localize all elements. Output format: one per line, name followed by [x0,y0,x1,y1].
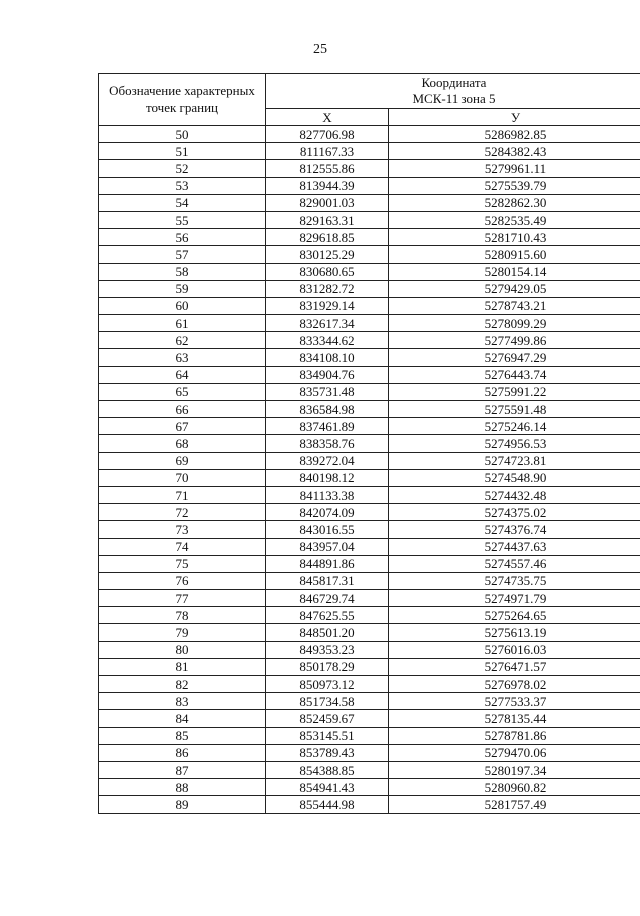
y-coordinate-cell: 5276443.74 [389,366,640,383]
point-number-cell: 81 [99,658,266,675]
point-number-cell: 57 [99,246,266,263]
x-coordinate-cell: 842074.09 [266,504,389,521]
table-row [99,435,640,452]
y-coordinate-cell: 5276947.29 [389,349,640,366]
y-coordinate-cell: 5276471.57 [389,658,640,675]
table-row [99,504,640,521]
coordinate-title: Координата [421,74,487,90]
point-number-cell: 56 [99,229,266,246]
table-row [99,452,640,469]
table-row [99,177,640,194]
point-number-cell: 76 [99,572,266,589]
x-coordinate-cell: 855444.98 [266,796,389,813]
y-coordinate-cell: 5278099.29 [389,315,640,332]
x-coordinate-cell: 834108.10 [266,349,389,366]
x-coordinate-cell: 812555.86 [266,160,389,177]
x-coordinate-cell: 850973.12 [266,676,389,693]
y-coordinate-cell: 5277533.37 [389,693,640,710]
point-number-cell: 64 [99,366,266,383]
table-row [99,744,640,761]
table-row [99,280,640,297]
point-number-cell: 78 [99,607,266,624]
point-number-cell: 67 [99,418,266,435]
point-number-cell: 86 [99,744,266,761]
table-row [99,779,640,796]
y-coordinate-cell: 5275264.65 [389,607,640,624]
y-coordinate-cell: 5279470.06 [389,744,640,761]
table-row [99,641,640,658]
x-coordinate-cell: 853789.43 [266,744,389,761]
x-coordinate-cell: 811167.33 [266,143,389,160]
x-coordinate-cell: 854388.85 [266,761,389,778]
point-number-cell: 85 [99,727,266,744]
y-coordinate-cell: 5274437.63 [389,538,640,555]
y-coordinate-cell: 5275613.19 [389,624,640,641]
x-coordinate-cell: 834904.76 [266,366,389,383]
coordinate-system: МСК-11 зона 5 [412,91,496,106]
point-number-cell: 71 [99,486,266,503]
table-row [99,538,640,555]
x-coordinate-cell: 829618.85 [266,229,389,246]
x-coordinate-cell: 836584.98 [266,401,389,418]
table-row [99,194,640,211]
y-coordinate-cell: 5284382.43 [389,143,640,160]
point-number-cell: 72 [99,504,266,521]
y-coordinate-cell: 5278135.44 [389,710,640,727]
table-row [99,693,640,710]
y-coordinate-cell: 5274956.53 [389,435,640,452]
table-row [99,486,640,503]
x-coordinate-cell: 832617.34 [266,315,389,332]
point-number-cell: 55 [99,211,266,228]
table-row [99,246,640,263]
table-row [99,555,640,572]
x-coordinate-cell: 831929.14 [266,297,389,314]
point-number-cell: 53 [99,177,266,194]
table-body [99,126,640,814]
y-coordinate-cell: 5274375.02 [389,504,640,521]
x-header: Х [266,109,389,126]
y-coordinate-cell: 5274376.74 [389,521,640,538]
y-coordinate-cell: 5274971.79 [389,590,640,607]
table-row [99,710,640,727]
point-number-cell: 54 [99,194,266,211]
point-number-cell: 63 [99,349,266,366]
point-number-cell: 88 [99,779,266,796]
point-number-cell: 89 [99,796,266,813]
table-row [99,332,640,349]
y-coordinate-cell: 5280197.34 [389,761,640,778]
y-coordinate-cell: 5274548.90 [389,469,640,486]
x-coordinate-cell: 852459.67 [266,710,389,727]
y-coordinate-cell: 5276978.02 [389,676,640,693]
table-row [99,160,640,177]
x-coordinate-cell: 838358.76 [266,435,389,452]
y-coordinate-cell: 5280915.60 [389,246,640,263]
table-row [99,143,640,160]
x-coordinate-cell: 827706.98 [266,126,389,143]
x-coordinate-cell: 850178.29 [266,658,389,675]
x-coordinate-cell: 846729.74 [266,590,389,607]
y-coordinate-cell: 5282535.49 [389,211,640,228]
point-number-cell: 74 [99,538,266,555]
table-row [99,229,640,246]
x-coordinate-cell: 833344.62 [266,332,389,349]
y-coordinate-cell: 5275246.14 [389,418,640,435]
y-coordinate-cell: 5275539.79 [389,177,640,194]
point-number-cell: 68 [99,435,266,452]
point-number-cell: 75 [99,555,266,572]
x-coordinate-cell: 839272.04 [266,452,389,469]
table-row [99,607,640,624]
y-coordinate-cell: 5274432.48 [389,486,640,503]
y-coordinate-cell: 5276016.03 [389,641,640,658]
x-coordinate-cell: 843016.55 [266,521,389,538]
y-coordinate-cell: 5279961.11 [389,160,640,177]
x-coordinate-cell: 840198.12 [266,469,389,486]
point-number-cell: 61 [99,315,266,332]
table-row [99,383,640,400]
x-coordinate-cell: 841133.38 [266,486,389,503]
table-row [99,658,640,675]
x-coordinate-cell: 853145.51 [266,727,389,744]
point-number-cell: 60 [99,297,266,314]
x-coordinate-cell: 830680.65 [266,263,389,280]
table-row [99,366,640,383]
point-number-cell: 83 [99,693,266,710]
table-row [99,263,640,280]
point-number-cell: 80 [99,641,266,658]
table-row [99,297,640,314]
x-coordinate-cell: 813944.39 [266,177,389,194]
x-coordinate-cell: 849353.23 [266,641,389,658]
point-number-cell: 52 [99,160,266,177]
point-number-cell: 66 [99,401,266,418]
table-row [99,676,640,693]
point-number-cell: 87 [99,761,266,778]
y-coordinate-cell: 5279429.05 [389,280,640,297]
y-coordinate-cell: 5275991.22 [389,383,640,400]
x-coordinate-cell: 848501.20 [266,624,389,641]
x-coordinate-cell: 844891.86 [266,555,389,572]
point-number-cell: 62 [99,332,266,349]
y-coordinate-cell: 5286982.85 [389,126,640,143]
point-number-cell: 50 [99,126,266,143]
y-coordinate-cell: 5278781.86 [389,727,640,744]
table-row [99,401,640,418]
x-coordinate-cell: 845817.31 [266,572,389,589]
point-number-cell: 73 [99,521,266,538]
point-number-cell: 84 [99,710,266,727]
x-coordinate-cell: 831282.72 [266,280,389,297]
table-row [99,349,640,366]
x-coordinate-cell: 851734.58 [266,693,389,710]
y-coordinate-cell: 5282862.30 [389,194,640,211]
table-row [99,590,640,607]
y-coordinate-cell: 5274557.46 [389,555,640,572]
point-number-cell: 70 [99,469,266,486]
point-number-cell: 59 [99,280,266,297]
point-number-cell: 65 [99,383,266,400]
table-row [99,521,640,538]
coordinate-header [266,74,640,109]
point-label-header: Обозначение характерных точек границ [99,74,266,126]
table-row [99,469,640,486]
point-number-cell: 79 [99,624,266,641]
y-coordinate-cell: 5280154.14 [389,263,640,280]
y-coordinate-cell: 5277499.86 [389,332,640,349]
point-number-cell: 51 [99,143,266,160]
table-row [99,211,640,228]
x-coordinate-cell: 854941.43 [266,779,389,796]
table-row [99,761,640,778]
coordinates-table [98,73,640,814]
point-number-cell: 82 [99,676,266,693]
point-number-cell: 69 [99,452,266,469]
point-number-cell: 77 [99,590,266,607]
x-coordinate-cell: 829163.31 [266,211,389,228]
y-coordinate-cell: 5280960.82 [389,779,640,796]
page-number: 25 [313,42,327,57]
x-coordinate-cell: 837461.89 [266,418,389,435]
table-row [99,126,640,143]
point-number-cell: 58 [99,263,266,280]
table-row [99,624,640,641]
y-coordinate-cell: 5278743.21 [389,297,640,314]
table-row [99,727,640,744]
table-row [99,315,640,332]
y-header: У [389,109,640,126]
y-coordinate-cell: 5274735.75 [389,572,640,589]
y-coordinate-cell: 5274723.81 [389,452,640,469]
x-coordinate-cell: 843957.04 [266,538,389,555]
y-coordinate-cell: 5275591.48 [389,401,640,418]
y-coordinate-cell: 5281757.49 [389,796,640,813]
y-coordinate-cell: 5281710.43 [389,229,640,246]
x-coordinate-cell: 835731.48 [266,383,389,400]
x-coordinate-cell: 829001.03 [266,194,389,211]
x-coordinate-cell: 847625.55 [266,607,389,624]
table-row [99,796,640,813]
table-row [99,572,640,589]
table-row [99,418,640,435]
x-coordinate-cell: 830125.29 [266,246,389,263]
